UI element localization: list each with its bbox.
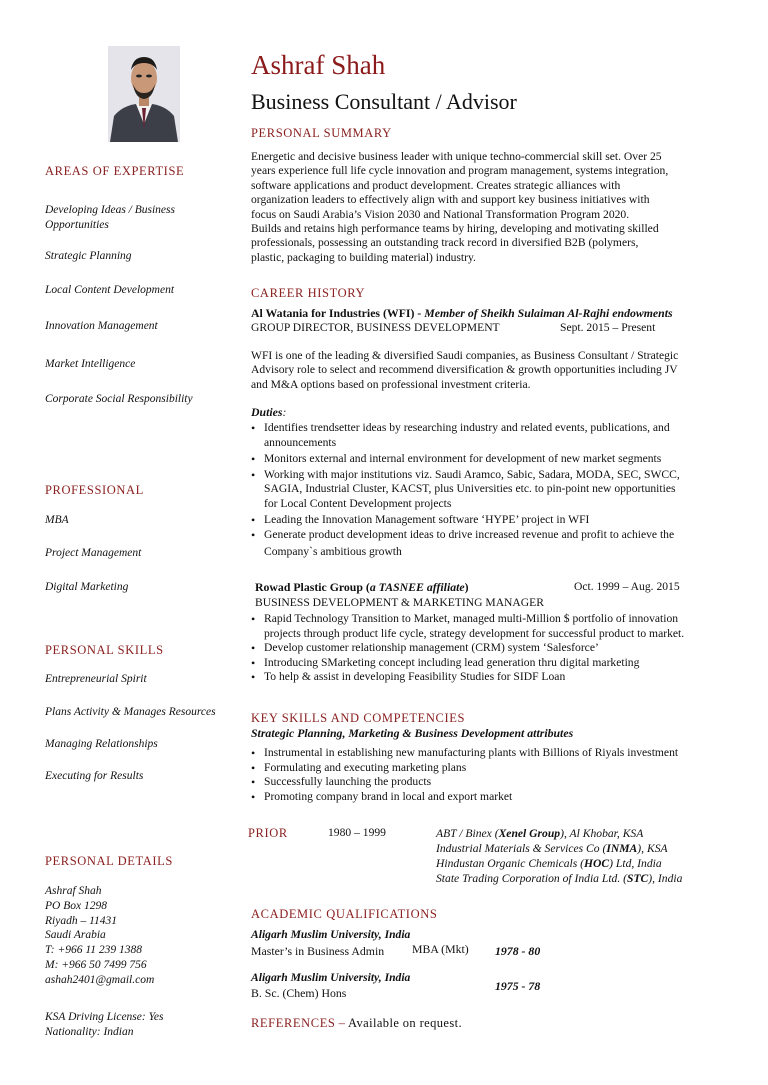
contact-country: Saudi Arabia: [45, 929, 106, 942]
contact-email[interactable]: ashah2401@gmail.com: [45, 973, 155, 986]
professional-item-mba: MBA: [45, 514, 69, 526]
prior-entry: State Trading Corporation of India Ltd. (STC), India: [436, 872, 683, 885]
summary-line: professionals, possessing an outstanding track record in diversified B2B (polymers,: [251, 236, 639, 250]
contact-pobox: PO Box 1298: [45, 899, 107, 912]
professional-heading: PROFESSIONAL: [45, 483, 144, 497]
job-title: Business Consultant / Advisor: [251, 89, 517, 114]
references-line: REFERENCES – Available on request.: [251, 1016, 463, 1030]
profile-photo: [108, 46, 180, 142]
summary-line: focus on Saudi Arabia’s Vision 2030 and National Transformation Program 2020.: [251, 207, 630, 221]
summary-line: organization leaders to effectively align with and support key business initiatives with: [251, 193, 650, 207]
job2-item: • Develop customer relationship management (CRM) system ‘Salesforce’: [251, 641, 741, 656]
area-item-csr: Corporate Social Responsibility: [45, 393, 193, 405]
area-item-strategic-planning: Strategic Planning: [45, 250, 132, 262]
summary-line: Energetic and decisive business leader with unique techno-commercial skill set. Over 25: [251, 150, 662, 163]
job1-company-line: [251, 306, 673, 321]
degree-extra: MBA (Mkt): [412, 942, 469, 956]
areas-heading: AREAS OF EXPERTISE: [45, 164, 185, 178]
duty-item: • Leading the Innovation Management software ‘HYPE’ project in WFI: [251, 513, 733, 528]
prior-label: PRIOR: [248, 826, 288, 840]
job1-desc-line: and M&A options based on professional investment criteria.: [251, 377, 531, 391]
license-block: [45, 1010, 164, 1040]
school-name: Aligarh Muslim University, India: [251, 928, 411, 941]
job1-dates: Sept. 2015 – Present: [560, 321, 656, 334]
job2-item: • To help & assist in developing Feasibility Studies for SIDF Loan: [251, 670, 741, 685]
job1-description: [251, 349, 731, 392]
personal-skills-heading: PERSONAL SKILLS: [45, 643, 164, 657]
contact-city: Riyadh – 11431: [45, 914, 117, 927]
summary-line: years experience full life cycle innovation and program management, systems integration,: [251, 164, 669, 178]
summary-line: plastic, packaging to building material) industry.: [251, 250, 476, 264]
contact-name: Ashraf Shah: [45, 885, 102, 897]
key-skills-subheading: Strategic Planning, Marketing & Business Development attributes: [251, 726, 574, 740]
job2-note: a TASNEE affiliate: [369, 580, 465, 594]
duty-item: • Monitors external and internal environment for development of new market segments: [251, 452, 733, 467]
degree-years: 1978 - 80: [495, 944, 541, 958]
professional-item-pm: Project Management: [45, 547, 142, 559]
key-skill-item: • Instrumental in establishing new manufacturing plants with Billions of Riyals investment: [251, 746, 733, 761]
duty-item: • Working with major institutions viz. Saudi Aramco, Sabic, Sadara, MODA, SEC, SWCC, SAGIA, Industrial Cluster, KACST, plus Universities etc. to pin-point new opportunities for Local Content Development projects: [251, 468, 733, 512]
job2-company-line: Rowad Plastic Group (a TASNEE affiliate): [255, 580, 469, 594]
contact-block: [45, 884, 154, 988]
nationality: Nationality: Indian: [45, 1025, 134, 1038]
contact-mobile: M: +966 50 7499 756: [45, 958, 147, 971]
skill-item: Plans Activity & Manages Resources: [45, 706, 216, 718]
area-item-developing-ideas: Developing Ideas / Business Opportunities: [45, 204, 175, 231]
area-item-local-content: Local Content Development: [45, 284, 175, 296]
name-heading: Ashraf Shah: [251, 50, 386, 80]
key-skills-list: [251, 746, 733, 804]
duty-item: • Identifies trendsetter ideas by researching industry and related events, publications, and announcements: [251, 421, 733, 450]
job2-company: Rowad Plastic Group: [255, 580, 363, 594]
professional-item-dm: Digital Marketing: [45, 581, 129, 593]
prior-entry: ABT / Binex (Xenel Group), Al Khobar, KSA: [436, 827, 644, 840]
job1-company: Al Watania for Industries (WFI): [251, 306, 415, 320]
references-label: REFERENCES: [251, 1016, 336, 1030]
degree-name: B. Sc. (Chem) Hons: [251, 986, 347, 1000]
summary-line: Builds and retains high performance teams by hiring, developing and motivating skilled: [251, 222, 659, 236]
summary-line: software applications and product development. Creates strategic alliances with: [251, 178, 621, 192]
key-skill-item: • Promoting company brand in local and export market: [251, 790, 733, 805]
area-item-market-intel: Market Intelligence: [45, 358, 136, 370]
job2-role: BUSINESS DEVELOPMENT & MARKETING MANAGER: [255, 596, 544, 609]
job2-list: [251, 612, 741, 685]
prior-list: [436, 826, 682, 886]
contact-phone: T: +966 11 239 1388: [45, 944, 142, 957]
key-skill-item: • Successfully launching the products: [251, 775, 733, 790]
job1-desc-line: Advisory role to select and recommend diversification & growth opportunities including JV: [251, 363, 678, 377]
academic-heading: ACADEMIC QUALIFICATIONS: [251, 907, 438, 921]
career-heading: CAREER HISTORY: [251, 286, 366, 300]
prior-entry: Industrial Materials & Services Co (INMA), KSA: [436, 842, 668, 855]
job2-dates: Oct. 1999 – Aug. 2015: [574, 580, 680, 593]
references-text: Available on request.: [348, 1016, 463, 1030]
degree-years: 1975 - 78: [495, 979, 541, 993]
job2-item: • Introducing SMarketing concept including lead generation thru digital marketing: [251, 656, 741, 671]
summary-text: [251, 150, 731, 265]
school-name: Aligarh Muslim University, India: [251, 971, 411, 984]
duty-item: • Generate product development ideas to drive increased revenue and profit to achieve the Company`s ambitious growth: [251, 528, 733, 559]
area-item: [45, 203, 235, 233]
area-item-innovation: Innovation Management: [45, 320, 158, 332]
job2-item: • Rapid Technology Transition to Market, managed multi-Million $ portfolio of innovation projects through product life cycle, strategy development for successful product to market.: [251, 612, 741, 641]
prior-years: 1980 – 1999: [328, 826, 386, 839]
duties-label: Duties:: [251, 405, 287, 419]
summary-heading: PERSONAL SUMMARY: [251, 126, 392, 140]
job1-role: GROUP DIRECTOR, BUSINESS DEVELOPMENT: [251, 321, 500, 334]
degree-name: Master’s in Business Admin: [251, 944, 385, 958]
skill-item: Entrepreneurial Spirit: [45, 673, 147, 685]
key-skill-item: • Formulating and executing marketing plans: [251, 761, 733, 776]
prior-entry: Hindustan Organic Chemicals (HOC) Ltd, India: [436, 857, 662, 870]
skill-item: Managing Relationships: [45, 738, 158, 750]
job1-note: - Member of Sheikh Sulaiman Al-Rajhi endowments: [414, 306, 673, 320]
driving-license: KSA Driving License: Yes: [45, 1011, 164, 1023]
skill-item: Executing for Results: [45, 770, 144, 782]
key-skills-heading: KEY SKILLS AND COMPETENCIES: [251, 711, 466, 725]
job1-desc-line: WFI is one of the leading & diversified Saudi companies, as Business Consultant / Strategic: [251, 349, 679, 362]
duties-list: [251, 421, 733, 559]
personal-details-heading: PERSONAL DETAILS: [45, 854, 173, 868]
